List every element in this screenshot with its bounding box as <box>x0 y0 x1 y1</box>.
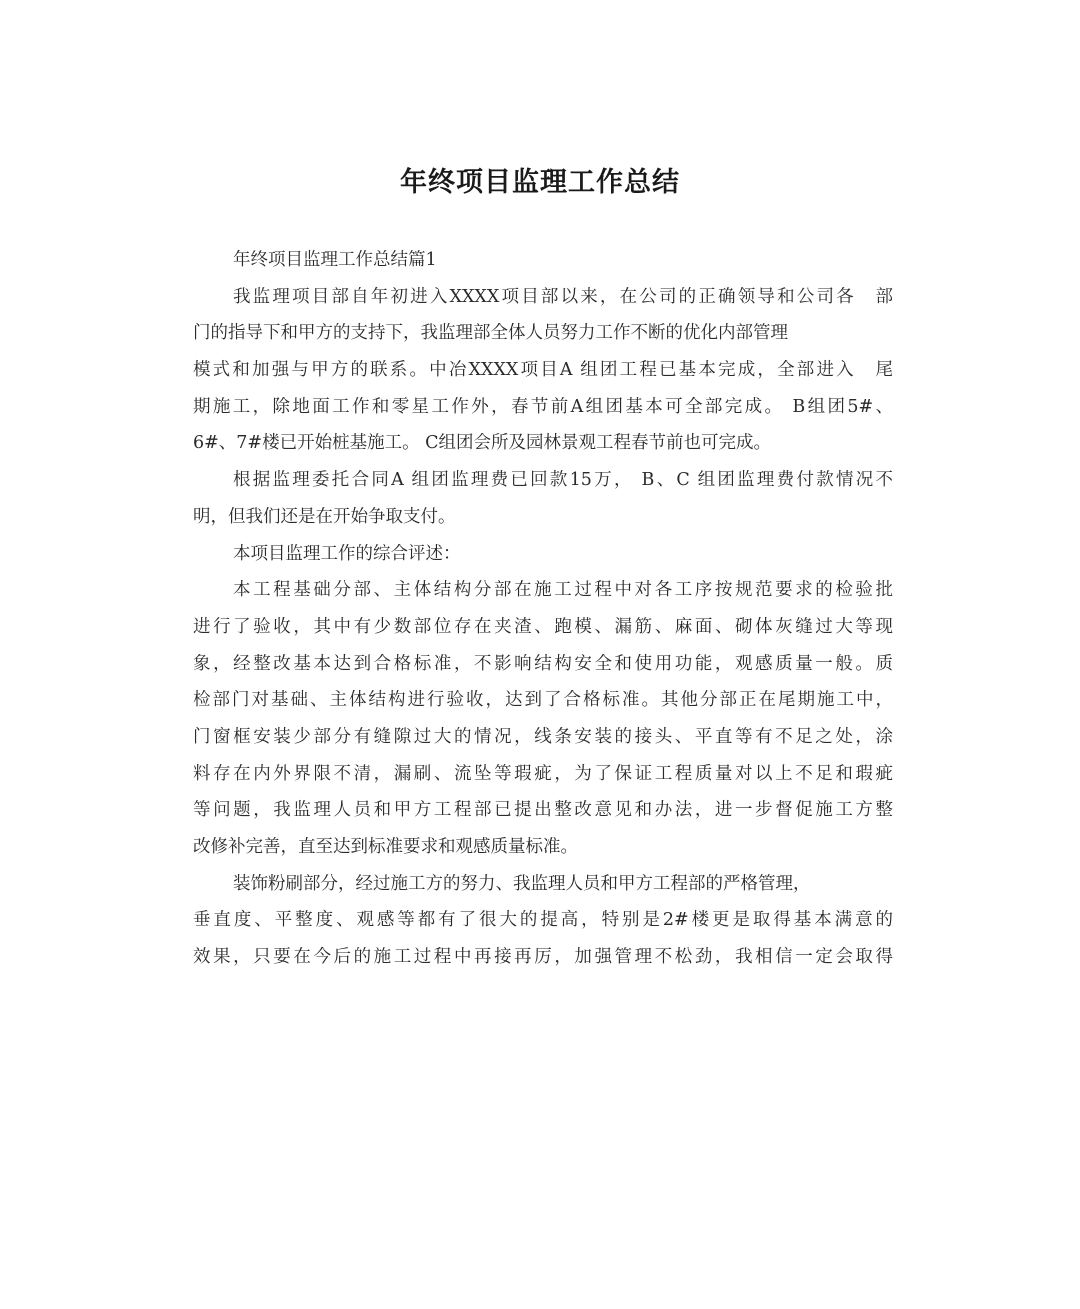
section-heading: 年终项目监理工作总结篇1 <box>233 250 437 270</box>
paragraph-line: 等问题，我监理人员和甲方工程部已提出整改意见和办法，进一步督促施工方整 <box>193 800 893 821</box>
paragraph-line: 象，经整改基本达到合格标准，不影响结构安全和使用功能，观感质量一般。质 <box>193 653 893 674</box>
document-title: 年终项目监理工作总结 <box>400 167 680 198</box>
paragraph-line: 本工程基础分部、主体结构分部在施工过程中对各工序按规范要求的检验批 <box>233 580 893 601</box>
paragraph-line: 门的指导下和甲方的支持下，我监理部全体人员努力工作不断的优化内部管理 <box>193 323 788 344</box>
paragraph-line: 本项目监理工作的综合评述： <box>233 543 461 564</box>
paragraph-line: 6#、7#楼已开始桩基施工。 C组团会所及园林景观工程春节前也可完成。 <box>193 433 772 454</box>
paragraph-line: 装饰粉刷部分，经过施工方的努力、我监理人员和甲方工程部的严格管理， <box>233 873 811 894</box>
paragraph-line: 门窗框安装少部分有缝隙过大的情况，线条安装的接头、平直等有不足之处，涂 <box>193 726 893 747</box>
paragraph-line: 根据监理委托合同A 组团监理费已回款15万， B、C 组团监理费付款情况不 <box>233 470 893 491</box>
document-body <box>193 242 893 976</box>
paragraph-line: 检部门对基础、主体结构进行验收，达到了合格标准。其他分部正在尾期施工中， <box>193 690 893 711</box>
paragraph-line: 垂直度、平整度、观感等都有了很大的提高，特别是2#楼更是取得基本满意的 <box>193 910 893 931</box>
paragraph-line: 效果，只要在今后的施工过程中再接再厉，加强管理不松劲，我相信一定会取得 <box>193 947 893 968</box>
paragraph-line: 改修补完善，直至达到标准要求和观感质量标准。 <box>193 837 578 857</box>
paragraph-line: 我监理项目部自年初进入XXXX项目部以来，在公司的正确领导和公司各 部 <box>233 286 893 307</box>
paragraph-line: 明，但我们还是在开始争取支付。 <box>193 506 456 527</box>
paragraph-line: 料存在内外界限不清，漏刷、流坠等瑕疵，为了保证工程质量对以上不足和瑕疵 <box>193 763 893 784</box>
paragraph-line: 进行了验收，其中有少数部位存在夹渣、跑模、漏筋、麻面、砌体灰缝过大等现 <box>193 616 893 637</box>
paragraph-line: 期施工，除地面工作和零星工作外，春节前A组团基本可全部完成。 B组团5#、 <box>193 396 893 417</box>
paragraph-line: 模式和加强与甲方的联系。中冶XXXX项目A 组团工程已基本完成，全部进入 尾 <box>193 360 893 381</box>
